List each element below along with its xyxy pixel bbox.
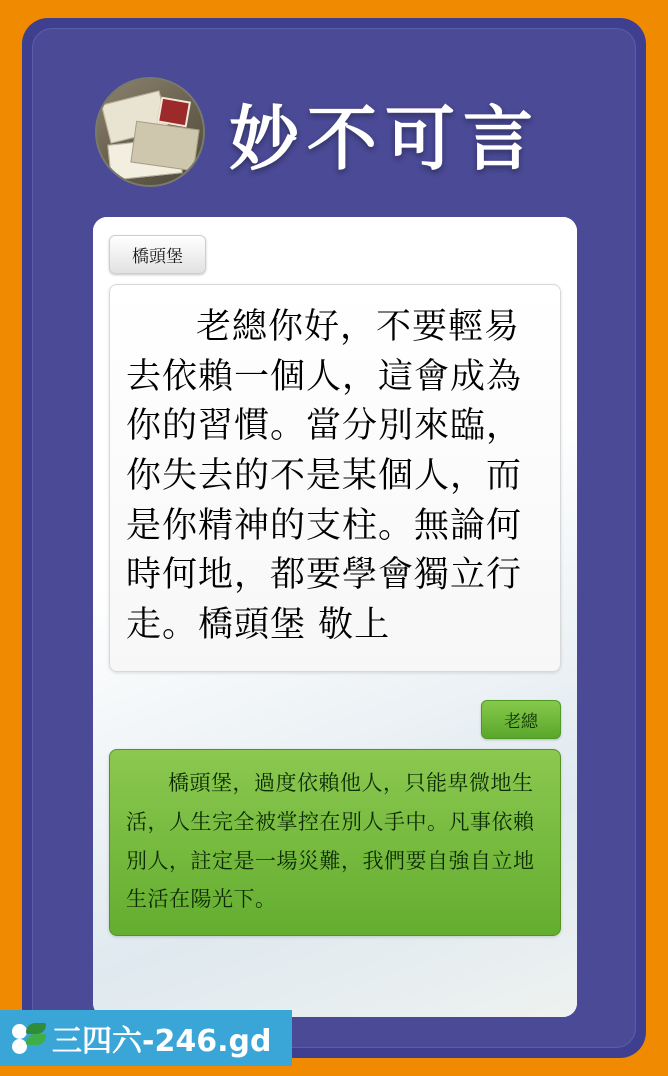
watermark: [0, 1010, 292, 1066]
sender-tag-qiaotoubao: 橋頭堡: [109, 235, 206, 274]
main-card: [22, 18, 646, 1058]
leaf-logo-icon: [10, 1020, 46, 1056]
message-bubble-incoming: 老總你好，不要輕易去依賴一個人，這會成為你的習慣。當分別來臨，你失去的不是某個人，而是你精神的支柱。無論何時何地，都要學會獨立行走。橋頭堡 敬上: [109, 284, 561, 672]
sender-tag-right-row: [109, 700, 561, 739]
conversation-panel: [93, 217, 577, 1017]
watermark-text: 三四六-246.gd: [52, 1024, 272, 1059]
header: [33, 29, 635, 207]
message-bubble-outgoing: 橋頭堡，過度依賴他人，只能卑微地生活，人生完全被掌控在別人手中。凡事依賴別人，註定是一場災難，我們要自強自立地生活在陽光下。: [109, 749, 561, 936]
sender-tag-laozong: 老總: [481, 700, 561, 739]
card-inner: [32, 28, 636, 1048]
envelope-stack-icon: [95, 77, 205, 187]
sender-tag-left-row: [109, 235, 561, 274]
page-title: 妙不可言: [229, 98, 541, 180]
